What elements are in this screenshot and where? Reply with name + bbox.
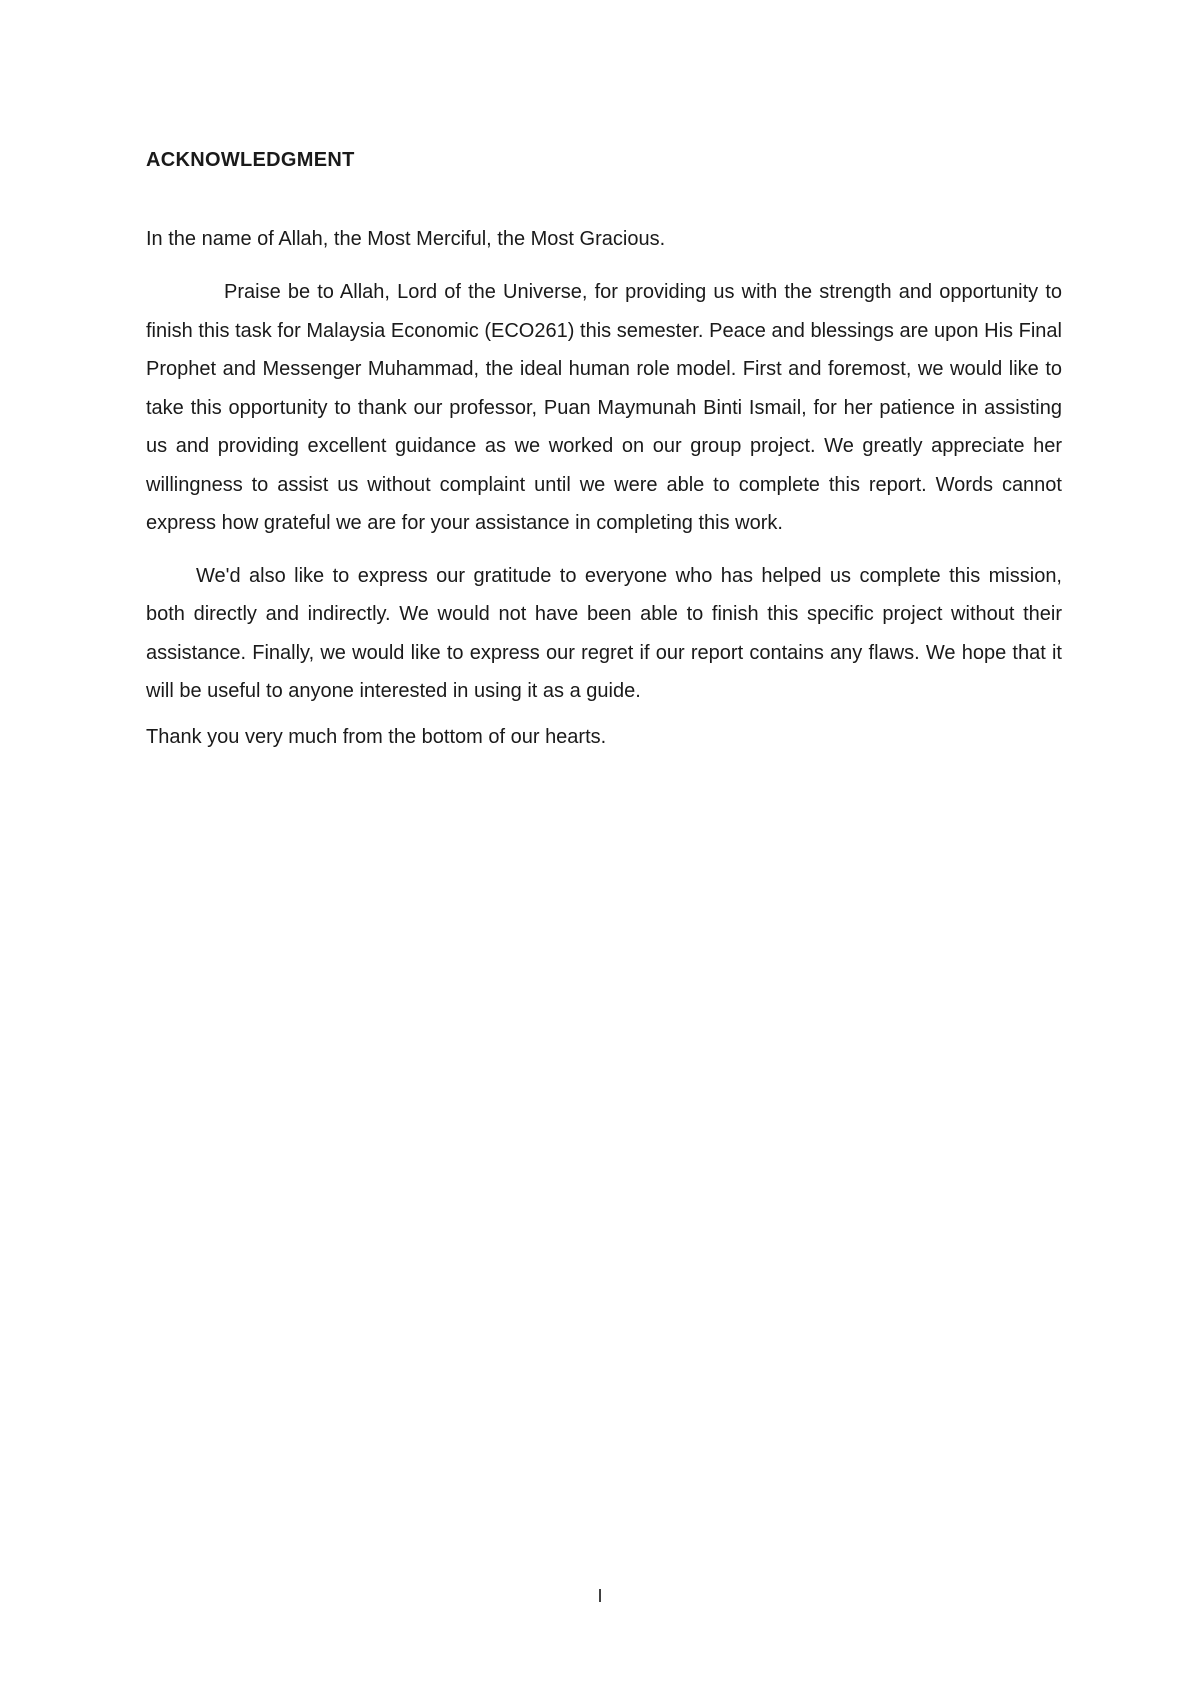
opening-line: In the name of Allah, the Most Merciful, the Most Gracious. xyxy=(146,228,666,250)
paragraph-1: Praise be to Allah, Lord of the Universe, for providing us with the strength and opportunity to finish this task for Malaysia Economic (ECO261) this semester. Peace and blessings are upon His Final Prophet and Messenger Muhammad, the ideal human role model. First and foremost, we would like to take this opportunity to thank our professor, Puan Maymunah Binti Ismail, for her patience in assisting us and providing excellent guidance as we worked on our group project. We greatly appreciate her willingness to assist us without complaint until we were able to complete this report. Words cannot express how grateful we are for your assistance in completing this work. xyxy=(146,281,1062,534)
page-heading: ACKNOWLEDGMENT xyxy=(146,149,355,171)
closing-line: Thank you very much from the bottom of our hearts. xyxy=(146,725,607,748)
page-content xyxy=(146,140,1062,749)
paragraph-2: We'd also like to express our gratitude to everyone who has helped us complete this mission, both directly and indirectly. We would not have been able to finish this specific project without their assistance. Finally, we would like to express our regret if our report contains any flaws. We hope that it will be useful to anyone interested in using it as a guide. xyxy=(146,564,1062,702)
page-number: I xyxy=(597,1586,603,1606)
